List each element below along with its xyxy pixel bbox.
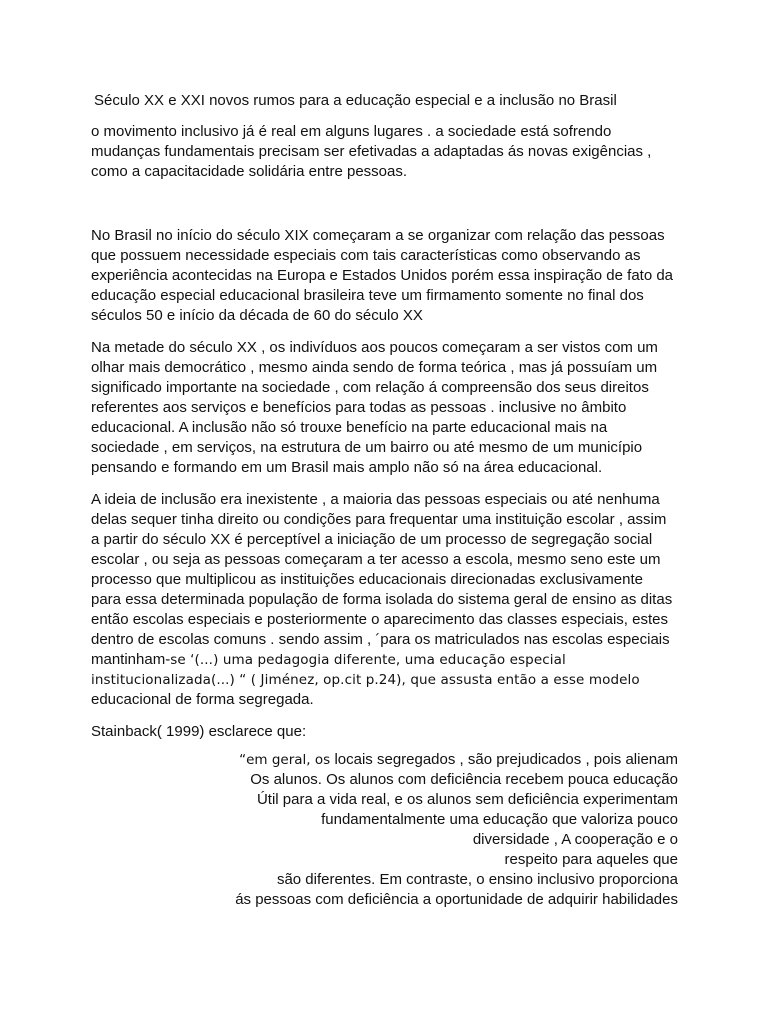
text-run: mantinham- (91, 651, 171, 668)
quote-line: são diferentes. Em contraste, o ensino inclusivo proporciona (276, 871, 678, 888)
document-title: Século XX e XXI novos rumos para a educação especial e a inclusão no Brasil (94, 92, 617, 109)
quote-line (200, 750, 678, 770)
paragraph-3 (91, 338, 691, 478)
quote-line: diversidade , A cooperação e o (472, 831, 678, 848)
inline-quote-run: se ‘(...) uma pedagogia diferente, uma educação especial (170, 652, 566, 668)
paragraph-1 (91, 122, 691, 182)
quote-line: fundamentalmente uma educação que valoriza pouco (321, 811, 678, 828)
paragraph-line: para essa determinada população de forma isolada do sistema geral de ensino as ditas (91, 591, 673, 608)
paragraph-line: significado importante na sociedade , com relação á compreensão dos seus direitos (91, 379, 649, 396)
paragraph-line: Na metade do século XX , os indivíduos aos poucos começaram a ser vistos com um (91, 339, 658, 356)
paragraph-line: olhar mais democrático , mesmo ainda sendo de forma teórica , mas já possuíam um (91, 359, 658, 376)
quote-line: Os alunos. Os alunos com deficiência recebem pouca educação (250, 771, 678, 788)
paragraph-line: educacional. A inclusão não só trouxe benefício na parte educacional mais na (91, 419, 608, 436)
paragraph-line: pensando e formando em um Brasil mais amplo não só na área educacional. (91, 459, 603, 476)
paragraph-line: como a capacitacidade solidária entre pessoas. (91, 163, 408, 180)
text-run: “em geral, os (239, 752, 335, 768)
paragraph-line: processo que multiplicou as instituições educacionais direcionadas exclusivamente (91, 571, 643, 588)
quote-line: Útil para a vida real, e os alunos sem deficiência experimentam (256, 791, 678, 808)
paragraph-line: que possuem necessidade especiais com tais características como observando as (91, 247, 641, 264)
quote-line: respeito para aqueles que (504, 851, 678, 868)
paragraph-line: referentes aos serviços e benefícios para todas as pessoas . inclusive no âmbito (91, 399, 627, 416)
paragraph-line: experiência acontecidas na Europa e Estados Unidos porém essa inspiração de fato da (91, 267, 674, 284)
paragraph-line: escolar , ou seja as pessoas começaram a ter acesso a escola, mesmo seno este um (91, 551, 661, 568)
paragraph-line: A ideia de inclusão era inexistente , a maioria das pessoas especiais ou até nenhuma (91, 491, 660, 508)
paragraph-4 (91, 490, 691, 710)
paragraph-line: o movimento inclusivo já é real em alguns lugares . a sociedade está sofrendo (91, 123, 612, 140)
paragraph-line: séculos 50 e início da década de 60 do século XX (91, 307, 423, 324)
paragraph-line: a partir do século XX é perceptível a iniciação de um processo de segregação social (91, 531, 653, 548)
quote-line: ás pessoas com deficiência a oportunidade de adquirir habilidades (235, 891, 678, 908)
paragraph-2 (91, 226, 691, 326)
block-quote (200, 750, 678, 910)
paragraph-line: institucionalizada(...) “ ( Jiménez, op.cit p.24), que assusta então a esse modelo (91, 672, 640, 688)
paragraph-line (91, 650, 691, 670)
paragraph-line: educacional de forma segregada. (91, 691, 314, 708)
citation-intro: Stainback( 1999) esclarece que: (91, 723, 307, 740)
text-run: locais segregados , são prejudicados , pois alienam (334, 751, 678, 768)
paragraph-line: então escolas especiais e posteriormente o aparecimento das classes especiais, estes (91, 611, 668, 628)
paragraph-line: No Brasil no início do século XIX começaram a se organizar com relação das pessoas (91, 227, 665, 244)
paragraph-line: sociedade , em serviços, na estrutura de um bairro ou até mesmo de um município (91, 439, 643, 456)
paragraph-line: educação especial educacional brasileira teve um firmamento somente no final dos (91, 287, 644, 304)
paragraph-line: mudanças fundamentais precisam ser efetivadas a adaptadas ás novas exigências , (91, 143, 652, 160)
paragraph-line: delas sequer tinha direito ou condições para frequentar uma instituição escolar , assim (91, 511, 667, 528)
paragraph-line: dentro de escolas comuns . sendo assim , ´para os matriculados nas escolas especiais (91, 631, 670, 648)
